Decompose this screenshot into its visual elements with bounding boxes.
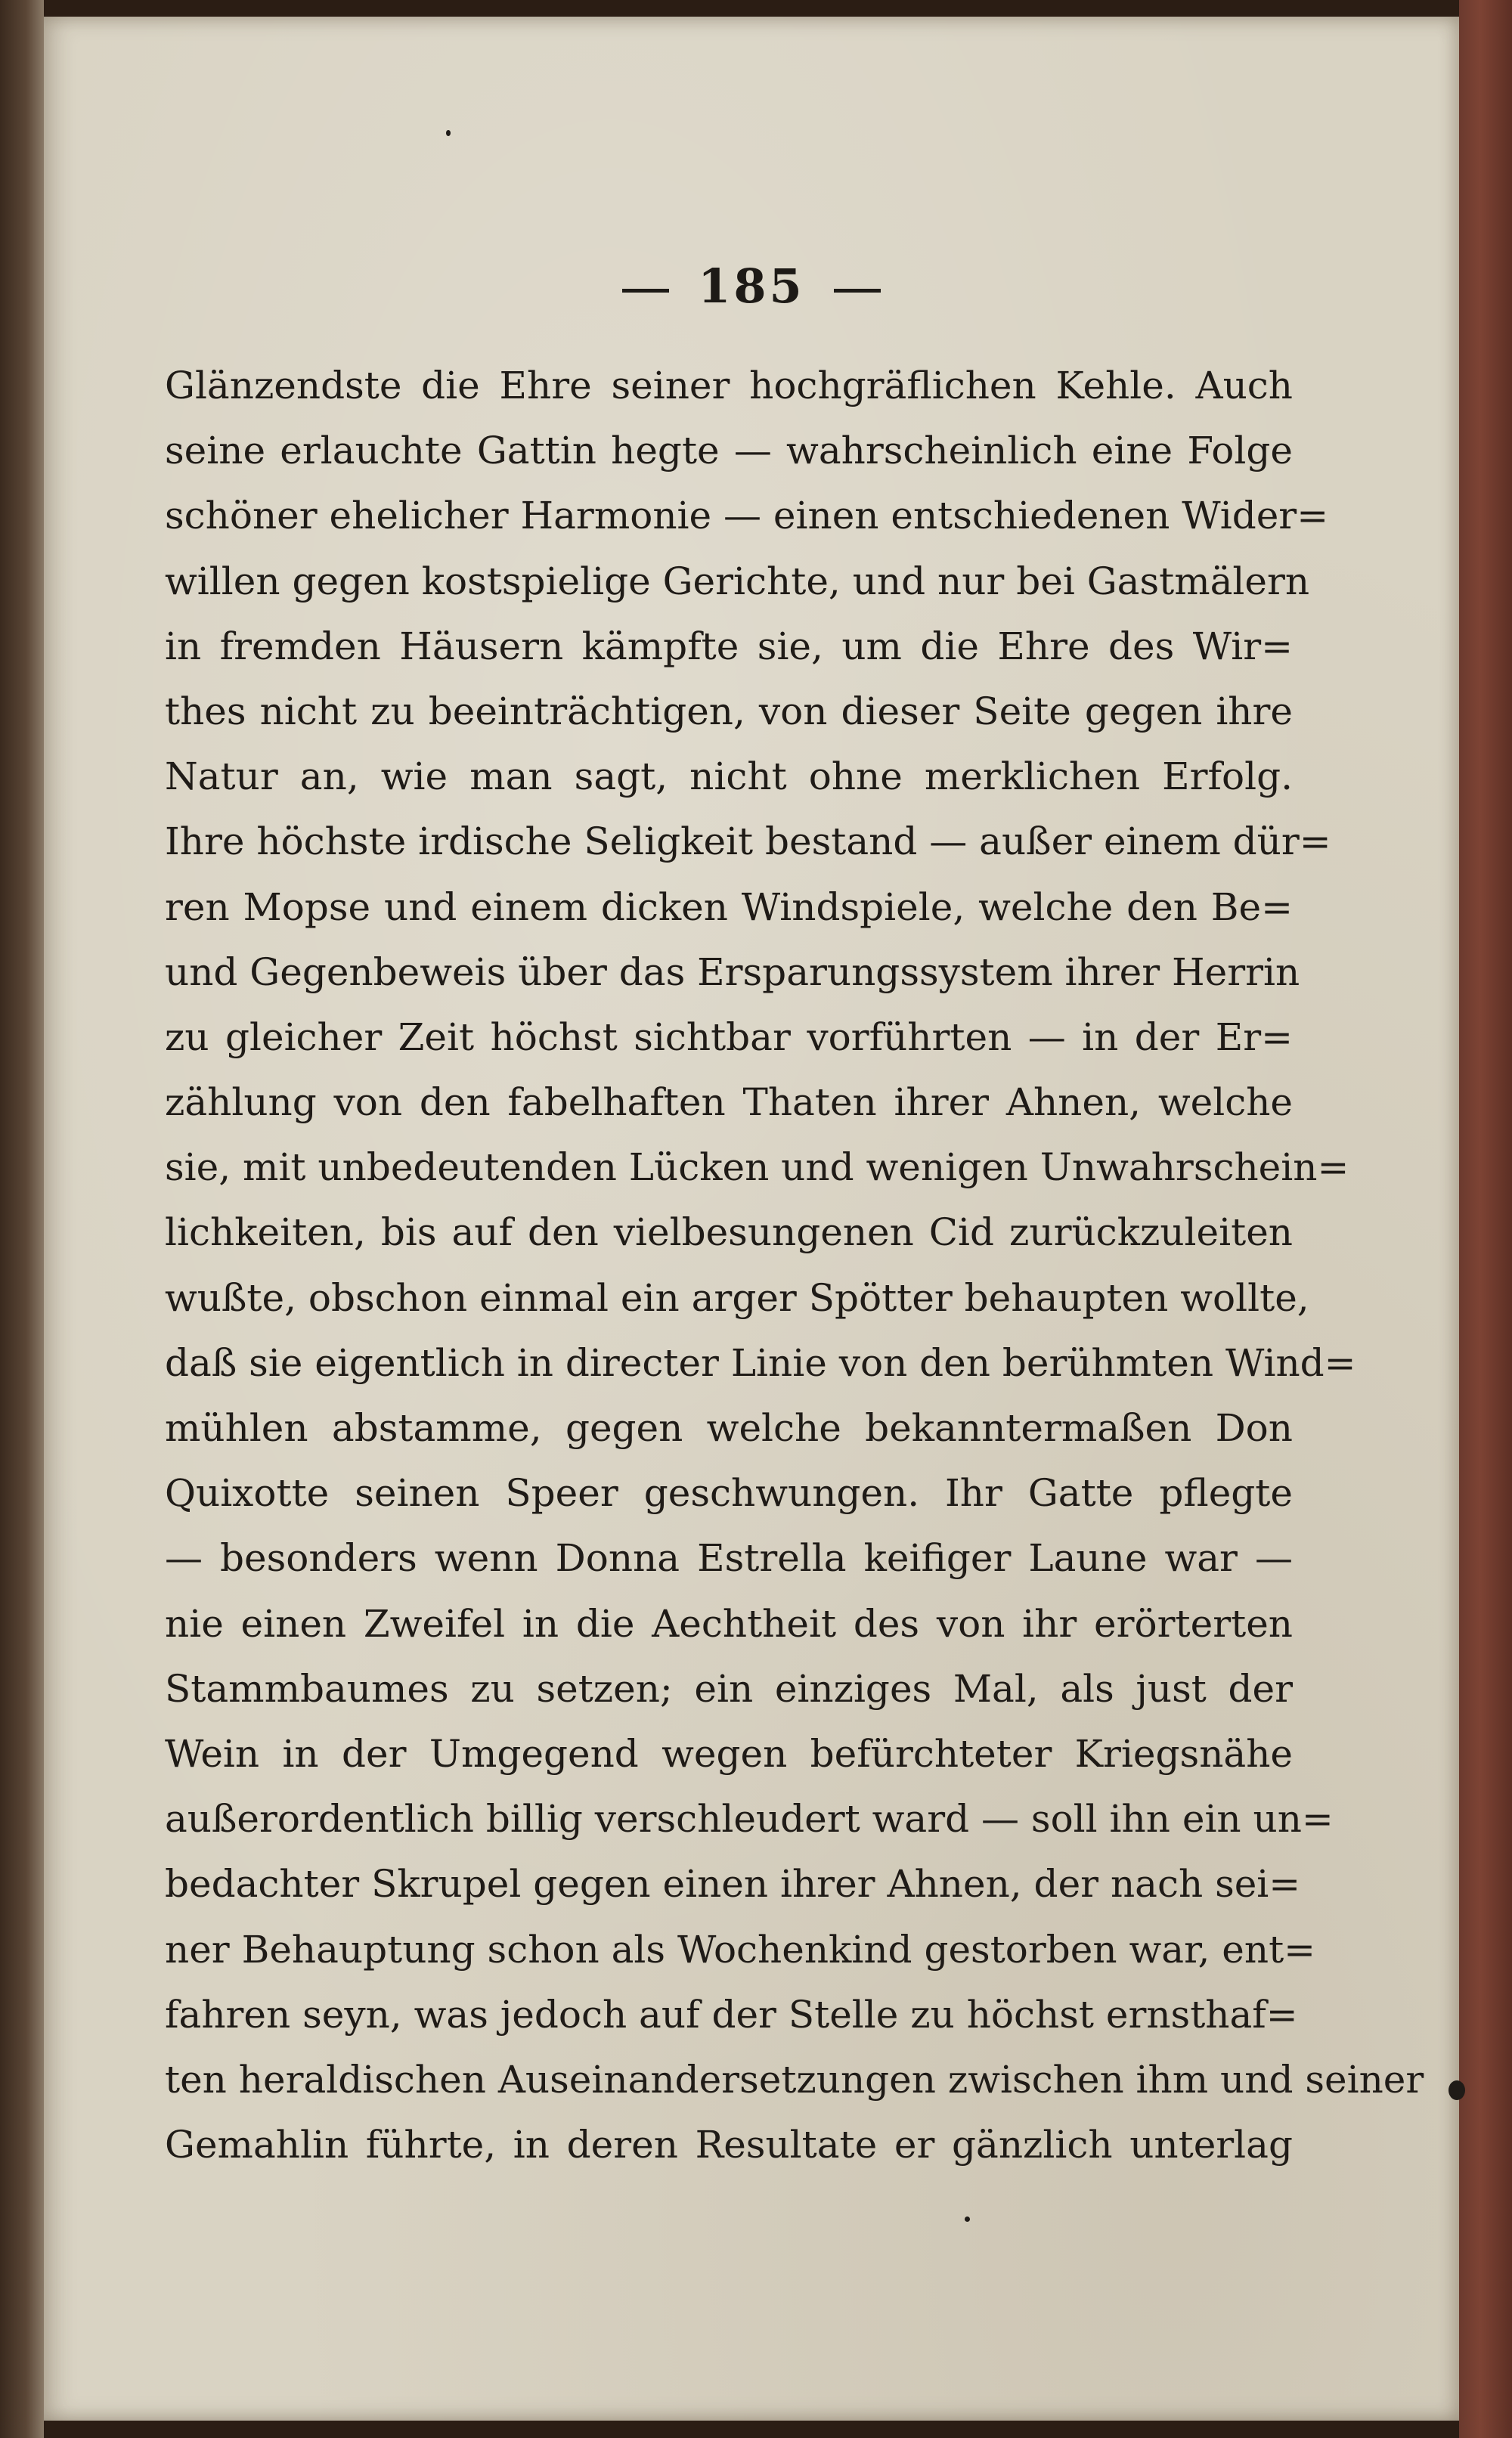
ink-speck (1448, 2080, 1465, 2100)
text-line-6: thes nicht zu beeinträchtigen, von dieser Seite gegen ihre (165, 689, 1293, 733)
text-line-26: fahren seyn, was jedoch auf der Stelle zu höchst ernsthaf= (165, 1992, 1298, 2037)
text-line-25: ner Behauptung schon als Wochenkind gestorben war, ent= (165, 1927, 1316, 1972)
text-line-2: seine erlauchte Gattin hegte — wahrscheinlich eine Folge (165, 429, 1293, 473)
text-line-19: — besonders wenn Donna Estrella keifiger Laune war — (165, 1536, 1293, 1581)
book-page (44, 17, 1459, 2421)
text-line-21: Stammbaumes zu setzen; ein einziges Mal, als just der (165, 1666, 1293, 1711)
book-edge-left (0, 0, 44, 2438)
text-line-17: mühlen abstamme, gegen welche bekanntermaßen Don (165, 1406, 1293, 1450)
text-line-14: lichkeiten, bis auf den vielbesungenen Cid zurückzuleiten (165, 1210, 1293, 1255)
ink-speck-small (965, 2217, 970, 2222)
text-line-13: sie, mit unbedeutenden Lücken und wenigen Unwahrschein= (165, 1145, 1349, 1190)
header-dash-left (622, 289, 669, 293)
text-line-8: Ihre höchste irdische Seligkeit bestand — außer einem dür= (165, 819, 1331, 864)
text-line-5: in fremden Häusern kämpfte sie, um die Ehre des Wir= (165, 624, 1293, 668)
ink-speck-tiny (446, 130, 451, 136)
text-line-23: außerordentlich billig verschleudert ward — soll ihn ein un= (165, 1797, 1334, 1842)
text-line-4: willen gegen kostspielige Gerichte, und nur bei Gastmälern (165, 559, 1310, 603)
text-line-18: Quixotte seinen Speer geschwungen. Ihr Gatte pflegte (165, 1471, 1293, 1516)
page-number: 185 (698, 259, 805, 314)
text-line-20: nie einen Zweifel in die Aechtheit des von ihr erörterten (165, 1601, 1293, 1646)
book-edge-right (1459, 0, 1512, 2438)
text-line-28: Gemahlin führte, in deren Resultate er gänzlich unterlag (165, 2123, 1293, 2167)
body-text (165, 353, 1424, 2177)
text-line-22: Wein in der Umgegend wegen befürchteter Kriegsnähe (165, 1731, 1293, 1776)
text-line-15: wußte, obschon einmal ein arger Spötter behaupten wollte, (165, 1275, 1309, 1320)
text-line-27: ten heraldischen Auseinandersetzungen zwischen ihm und seiner (165, 2057, 1424, 2102)
text-line-10: und Gegenbeweis über das Ersparungssystem ihrer Herrin (165, 949, 1300, 994)
text-line-11: zu gleicher Zeit höchst sichtbar vorführten — in der Er= (165, 1015, 1293, 1059)
text-line-1: Glänzendste die Ehre seiner hochgräflichen Kehle. Auch (165, 364, 1293, 407)
text-line-24: bedachter Skrupel gegen einen ihrer Ahnen, der nach sei= (165, 1862, 1301, 1907)
header-dash-right (834, 289, 881, 293)
page-header (44, 259, 1459, 314)
text-line-16: daß sie eigentlich in directer Linie von den berühmten Wind= (165, 1340, 1356, 1385)
text-line-12: zählung von den fabelhaften Thaten ihrer Ahnen, welche (165, 1080, 1293, 1125)
text-line-7: Natur an, wie man sagt, nicht ohne merklichen Erfolg. (165, 754, 1293, 799)
text-line-3: schöner ehelicher Harmonie — einen entschiedenen Wider= (165, 494, 1329, 538)
text-line-9: ren Mopse und einem dicken Windspiele, welche den Be= (165, 884, 1293, 929)
